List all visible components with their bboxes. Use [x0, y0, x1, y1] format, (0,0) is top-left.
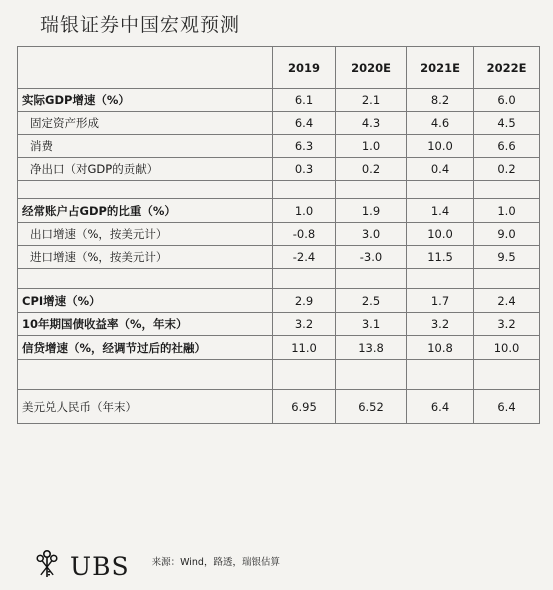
table-cell: 0.3: [273, 158, 336, 181]
table-cell: -0.8: [273, 223, 336, 246]
row-label: 固定资产形成: [18, 112, 273, 135]
row-label: 实际GDP增速（%）: [18, 89, 273, 112]
table-cell: 10.0: [474, 336, 540, 360]
table-cell: 6.6: [474, 135, 540, 158]
table-cell: 1.0: [336, 135, 407, 158]
source-note: 来源：Wind，路透，瑞银估算: [151, 557, 280, 568]
table-row: [18, 390, 540, 424]
table-row: [18, 246, 540, 269]
table-cell: -2.4: [273, 246, 336, 269]
table-row: [18, 112, 540, 135]
footer: [30, 548, 280, 582]
row-label: 净出口（对GDP的贡献）: [18, 158, 273, 181]
table-row: [18, 336, 540, 360]
table-cell: 6.52: [336, 390, 407, 424]
table-row: [18, 289, 540, 313]
table-cell: 4.6: [407, 112, 474, 135]
table-cell: 13.8: [336, 336, 407, 360]
row-label: 消费: [18, 135, 273, 158]
table-header-row: [18, 47, 540, 89]
row-label: 进口增速（%，按美元计）: [18, 246, 273, 269]
table-cell: 0.2: [336, 158, 407, 181]
table-cell: 4.3: [336, 112, 407, 135]
table-cell: 2.4: [474, 289, 540, 313]
table-row: [18, 89, 540, 112]
column-header: 2020E: [336, 47, 407, 89]
row-label: 出口增速（%，按美元计）: [18, 223, 273, 246]
table-cell: 2.1: [336, 89, 407, 112]
table-cell: 3.2: [474, 313, 540, 336]
table-cell: 1.7: [407, 289, 474, 313]
column-header: 2019: [273, 47, 336, 89]
table-cell: 10.8: [407, 336, 474, 360]
page-title: 瑞银证券中国宏观预测: [40, 14, 241, 36]
column-header: 2021E: [407, 47, 474, 89]
table-cell: 3.2: [407, 313, 474, 336]
table-cell: 4.5: [474, 112, 540, 135]
table-cell: 6.1: [273, 89, 336, 112]
table-cell: 8.2: [407, 89, 474, 112]
forecast-table: [17, 46, 540, 424]
row-label: CPI增速（%）: [18, 289, 273, 313]
table-cell: 11.5: [407, 246, 474, 269]
table-cell: 11.0: [273, 336, 336, 360]
table-cell: 6.4: [407, 390, 474, 424]
table-cell: 1.0: [273, 199, 336, 223]
table-cell: 1.4: [407, 199, 474, 223]
table-cell: 0.4: [407, 158, 474, 181]
table-cell: 9.0: [474, 223, 540, 246]
row-label: 10年期国债收益率（%，年末）: [18, 313, 273, 336]
table-cell: 6.4: [474, 390, 540, 424]
ubs-logo-text: UBS: [70, 552, 130, 581]
row-label: 信贷增速（%，经调节过后的社融）: [18, 336, 273, 360]
table-cell: 6.95: [273, 390, 336, 424]
table-cell: 9.5: [474, 246, 540, 269]
header-blank: [18, 47, 273, 89]
table-cell: 10.0: [407, 223, 474, 246]
table-cell: 3.0: [336, 223, 407, 246]
table-row: [18, 199, 540, 223]
table-cell: 2.5: [336, 289, 407, 313]
table-cell: 6.3: [273, 135, 336, 158]
ubs-keys-logo-icon: [30, 548, 64, 582]
table-cell: 0.2: [474, 158, 540, 181]
row-label: 经常账户占GDP的比重（%）: [18, 199, 273, 223]
spacer-row: [18, 269, 540, 289]
table-cell: 3.2: [273, 313, 336, 336]
spacer-row: [18, 181, 540, 199]
table-cell: 3.1: [336, 313, 407, 336]
table-cell: 6.4: [273, 112, 336, 135]
table-cell: 1.0: [474, 199, 540, 223]
table-cell: 10.0: [407, 135, 474, 158]
table-row: [18, 313, 540, 336]
table-cell: 1.9: [336, 199, 407, 223]
table-row: [18, 223, 540, 246]
table-cell: 2.9: [273, 289, 336, 313]
table-cell: -3.0: [336, 246, 407, 269]
row-label: 美元兑人民币（年末）: [18, 390, 273, 424]
table-row: [18, 135, 540, 158]
column-header: 2022E: [474, 47, 540, 89]
spacer-row: [18, 360, 540, 390]
table-cell: 6.0: [474, 89, 540, 112]
table-row: [18, 158, 540, 181]
